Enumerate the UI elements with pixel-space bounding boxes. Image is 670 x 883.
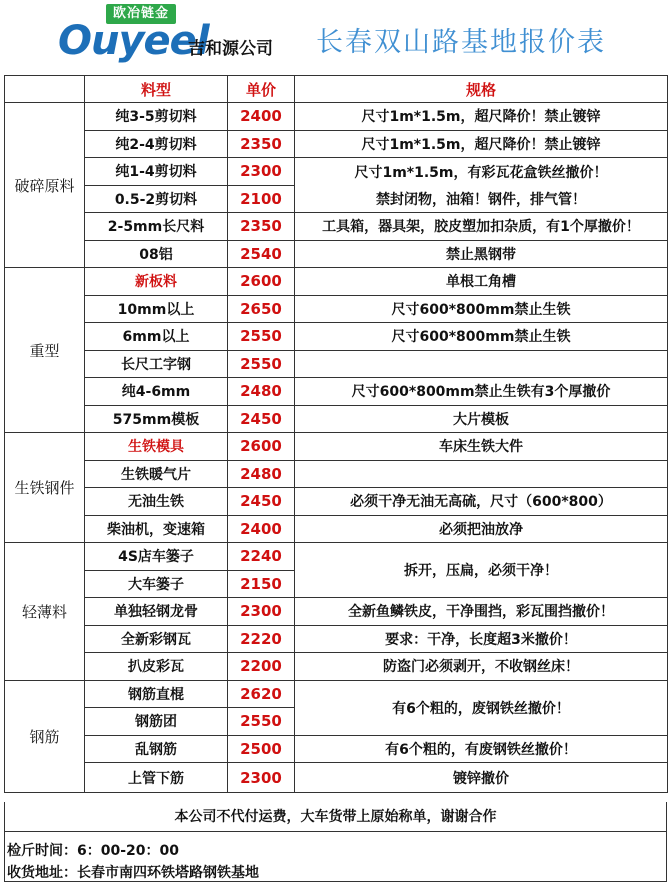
item-spec: 单根工角槽 — [295, 268, 668, 296]
table-row — [5, 268, 668, 296]
item-price: 2480 — [228, 378, 295, 406]
table-row — [5, 598, 668, 626]
item-spec: 车床生铁大件 — [295, 433, 668, 461]
item-price: 2350 — [228, 130, 295, 158]
item-price: 2300 — [228, 763, 295, 793]
item-price: 2300 — [228, 598, 295, 626]
item-spec: 有6个粗的，有废钢铁丝撤价！ — [295, 735, 668, 763]
item-price: 2450 — [228, 488, 295, 516]
category-cell: 生铁钢件 — [5, 433, 85, 543]
item-price: 2550 — [228, 708, 295, 736]
item-spec: 尺寸600*800mm禁止生铁 — [295, 295, 668, 323]
item-spec: 大片模板 — [295, 405, 668, 433]
item-price: 2480 — [228, 460, 295, 488]
item-price: 2540 — [228, 240, 295, 268]
table-row — [5, 763, 668, 793]
item-spec-merged: 有6个粗的，废钢铁丝撤价！ — [295, 680, 668, 735]
item-spec: 防盗门必须剥开，不收钢丝床！ — [295, 653, 668, 681]
item-name: 柴油机，变速箱 — [85, 515, 228, 543]
item-name: 0.5-2剪切料 — [85, 185, 228, 213]
category-cell: 钢筋 — [5, 680, 85, 793]
table-row — [5, 185, 668, 213]
footer — [4, 802, 667, 882]
item-name: 单独轻钢龙骨 — [85, 598, 228, 626]
item-name: 大车篓子 — [85, 570, 228, 598]
logo-wordmark: Ouyeel — [58, 18, 209, 64]
item-spec: 尺寸1m*1.5m，超尺降价！禁止镀锌 — [295, 130, 668, 158]
item-price: 2200 — [228, 653, 295, 681]
table-row — [5, 488, 668, 516]
table-row — [5, 103, 668, 131]
item-name: 2-5mm长尺料 — [85, 213, 228, 241]
logo-company-name: 吉和源公司 — [188, 39, 273, 59]
table-row — [5, 625, 668, 653]
header — [0, 0, 670, 72]
item-price: 2620 — [228, 680, 295, 708]
col-header-type: 料型 — [85, 76, 228, 103]
table-row — [5, 240, 668, 268]
table-row — [5, 680, 668, 708]
item-name: 扒皮彩瓦 — [85, 653, 228, 681]
item-price: 2240 — [228, 543, 295, 571]
item-name: 生铁模具 — [85, 433, 228, 461]
item-name: 生铁暖气片 — [85, 460, 228, 488]
item-spec: 尺寸1m*1.5m，有彩瓦花盒铁丝撤价！ — [295, 158, 668, 186]
table-row — [5, 323, 668, 351]
item-name: 无油生铁 — [85, 488, 228, 516]
price-table — [4, 75, 668, 793]
item-name: 乱钢筋 — [85, 735, 228, 763]
item-price: 2500 — [228, 735, 295, 763]
item-price: 2350 — [228, 213, 295, 241]
item-name: 上管下筋 — [85, 763, 228, 793]
table-row — [5, 295, 668, 323]
item-spec: 禁止黑钢带 — [295, 240, 668, 268]
item-price: 2550 — [228, 350, 295, 378]
col-header-price: 单价 — [228, 76, 295, 103]
item-spec-merged: 拆开，压扁，必须干净！ — [295, 543, 668, 598]
item-spec: 尺寸600*800mm禁止生铁 — [295, 323, 668, 351]
item-price: 2220 — [228, 625, 295, 653]
weighing-hours: 检斤时间：6：00-20：00 — [7, 843, 179, 859]
item-price: 2400 — [228, 515, 295, 543]
item-spec — [295, 460, 668, 488]
table-header-row — [5, 76, 668, 103]
item-price: 2650 — [228, 295, 295, 323]
item-price: 2300 — [228, 158, 295, 186]
item-spec: 尺寸1m*1.5m，超尺降价！禁止镀锌 — [295, 103, 668, 131]
item-name: 新板料 — [85, 268, 228, 296]
item-price: 2400 — [228, 103, 295, 131]
item-price: 2450 — [228, 405, 295, 433]
table-row — [5, 405, 668, 433]
item-spec: 禁封闭物，油箱！钢件，排气管！ — [295, 185, 668, 213]
item-price: 2100 — [228, 185, 295, 213]
item-name: 纯4-6mm — [85, 378, 228, 406]
table-row — [5, 735, 668, 763]
item-name: 575mm模板 — [85, 405, 228, 433]
logo-badge: 欧冶链金 — [106, 4, 176, 24]
item-price: 2600 — [228, 268, 295, 296]
item-name: 4S店车篓子 — [85, 543, 228, 571]
category-cell: 破碎原料 — [5, 103, 85, 268]
table-row — [5, 543, 668, 571]
table-row — [5, 433, 668, 461]
item-price: 2550 — [228, 323, 295, 351]
item-price: 2600 — [228, 433, 295, 461]
item-name: 全新彩钢瓦 — [85, 625, 228, 653]
col-header-blank — [5, 76, 85, 103]
col-header-spec: 规格 — [295, 76, 668, 103]
table-row — [5, 158, 668, 186]
table-row — [5, 460, 668, 488]
item-name: 纯2-4剪切料 — [85, 130, 228, 158]
item-name: 08铝 — [85, 240, 228, 268]
item-spec: 要求：干净，长度超3米撤价！ — [295, 625, 668, 653]
category-cell: 轻薄料 — [5, 543, 85, 681]
item-spec: 工具箱，器具架，胶皮塑加扣杂质，有1个厚撤价！ — [295, 213, 668, 241]
item-name: 10mm以上 — [85, 295, 228, 323]
item-name: 纯3-5剪切料 — [85, 103, 228, 131]
table-row — [5, 213, 668, 241]
receiving-address: 收货地址：长春市南四环铁塔路钢铁基地 — [7, 865, 259, 881]
item-spec: 必须把油放净 — [295, 515, 668, 543]
item-name: 6mm以上 — [85, 323, 228, 351]
category-cell: 重型 — [5, 268, 85, 433]
table-row — [5, 350, 668, 378]
table-row — [5, 653, 668, 681]
footer-note: 本公司不代付运费，大车货带上原始称单，谢谢合作 — [5, 802, 666, 832]
item-name: 钢筋直棍 — [85, 680, 228, 708]
item-spec: 尺寸600*800mm禁止生铁有3个厚撤价 — [295, 378, 668, 406]
table-row — [5, 378, 668, 406]
table-row — [5, 515, 668, 543]
item-name: 钢筋团 — [85, 708, 228, 736]
item-spec: 镀锌撤价 — [295, 763, 668, 793]
item-spec: 全新鱼鳞铁皮，干净围挡，彩瓦围挡撤价！ — [295, 598, 668, 626]
item-spec — [295, 350, 668, 378]
item-price: 2150 — [228, 570, 295, 598]
item-name: 纯1-4剪切料 — [85, 158, 228, 186]
item-spec: 必须干净无油无高硫，尺寸（600*800） — [295, 488, 668, 516]
table-row — [5, 130, 668, 158]
item-name: 长尺工字钢 — [85, 350, 228, 378]
page-title: 长春双山路基地报价表 — [316, 27, 606, 58]
